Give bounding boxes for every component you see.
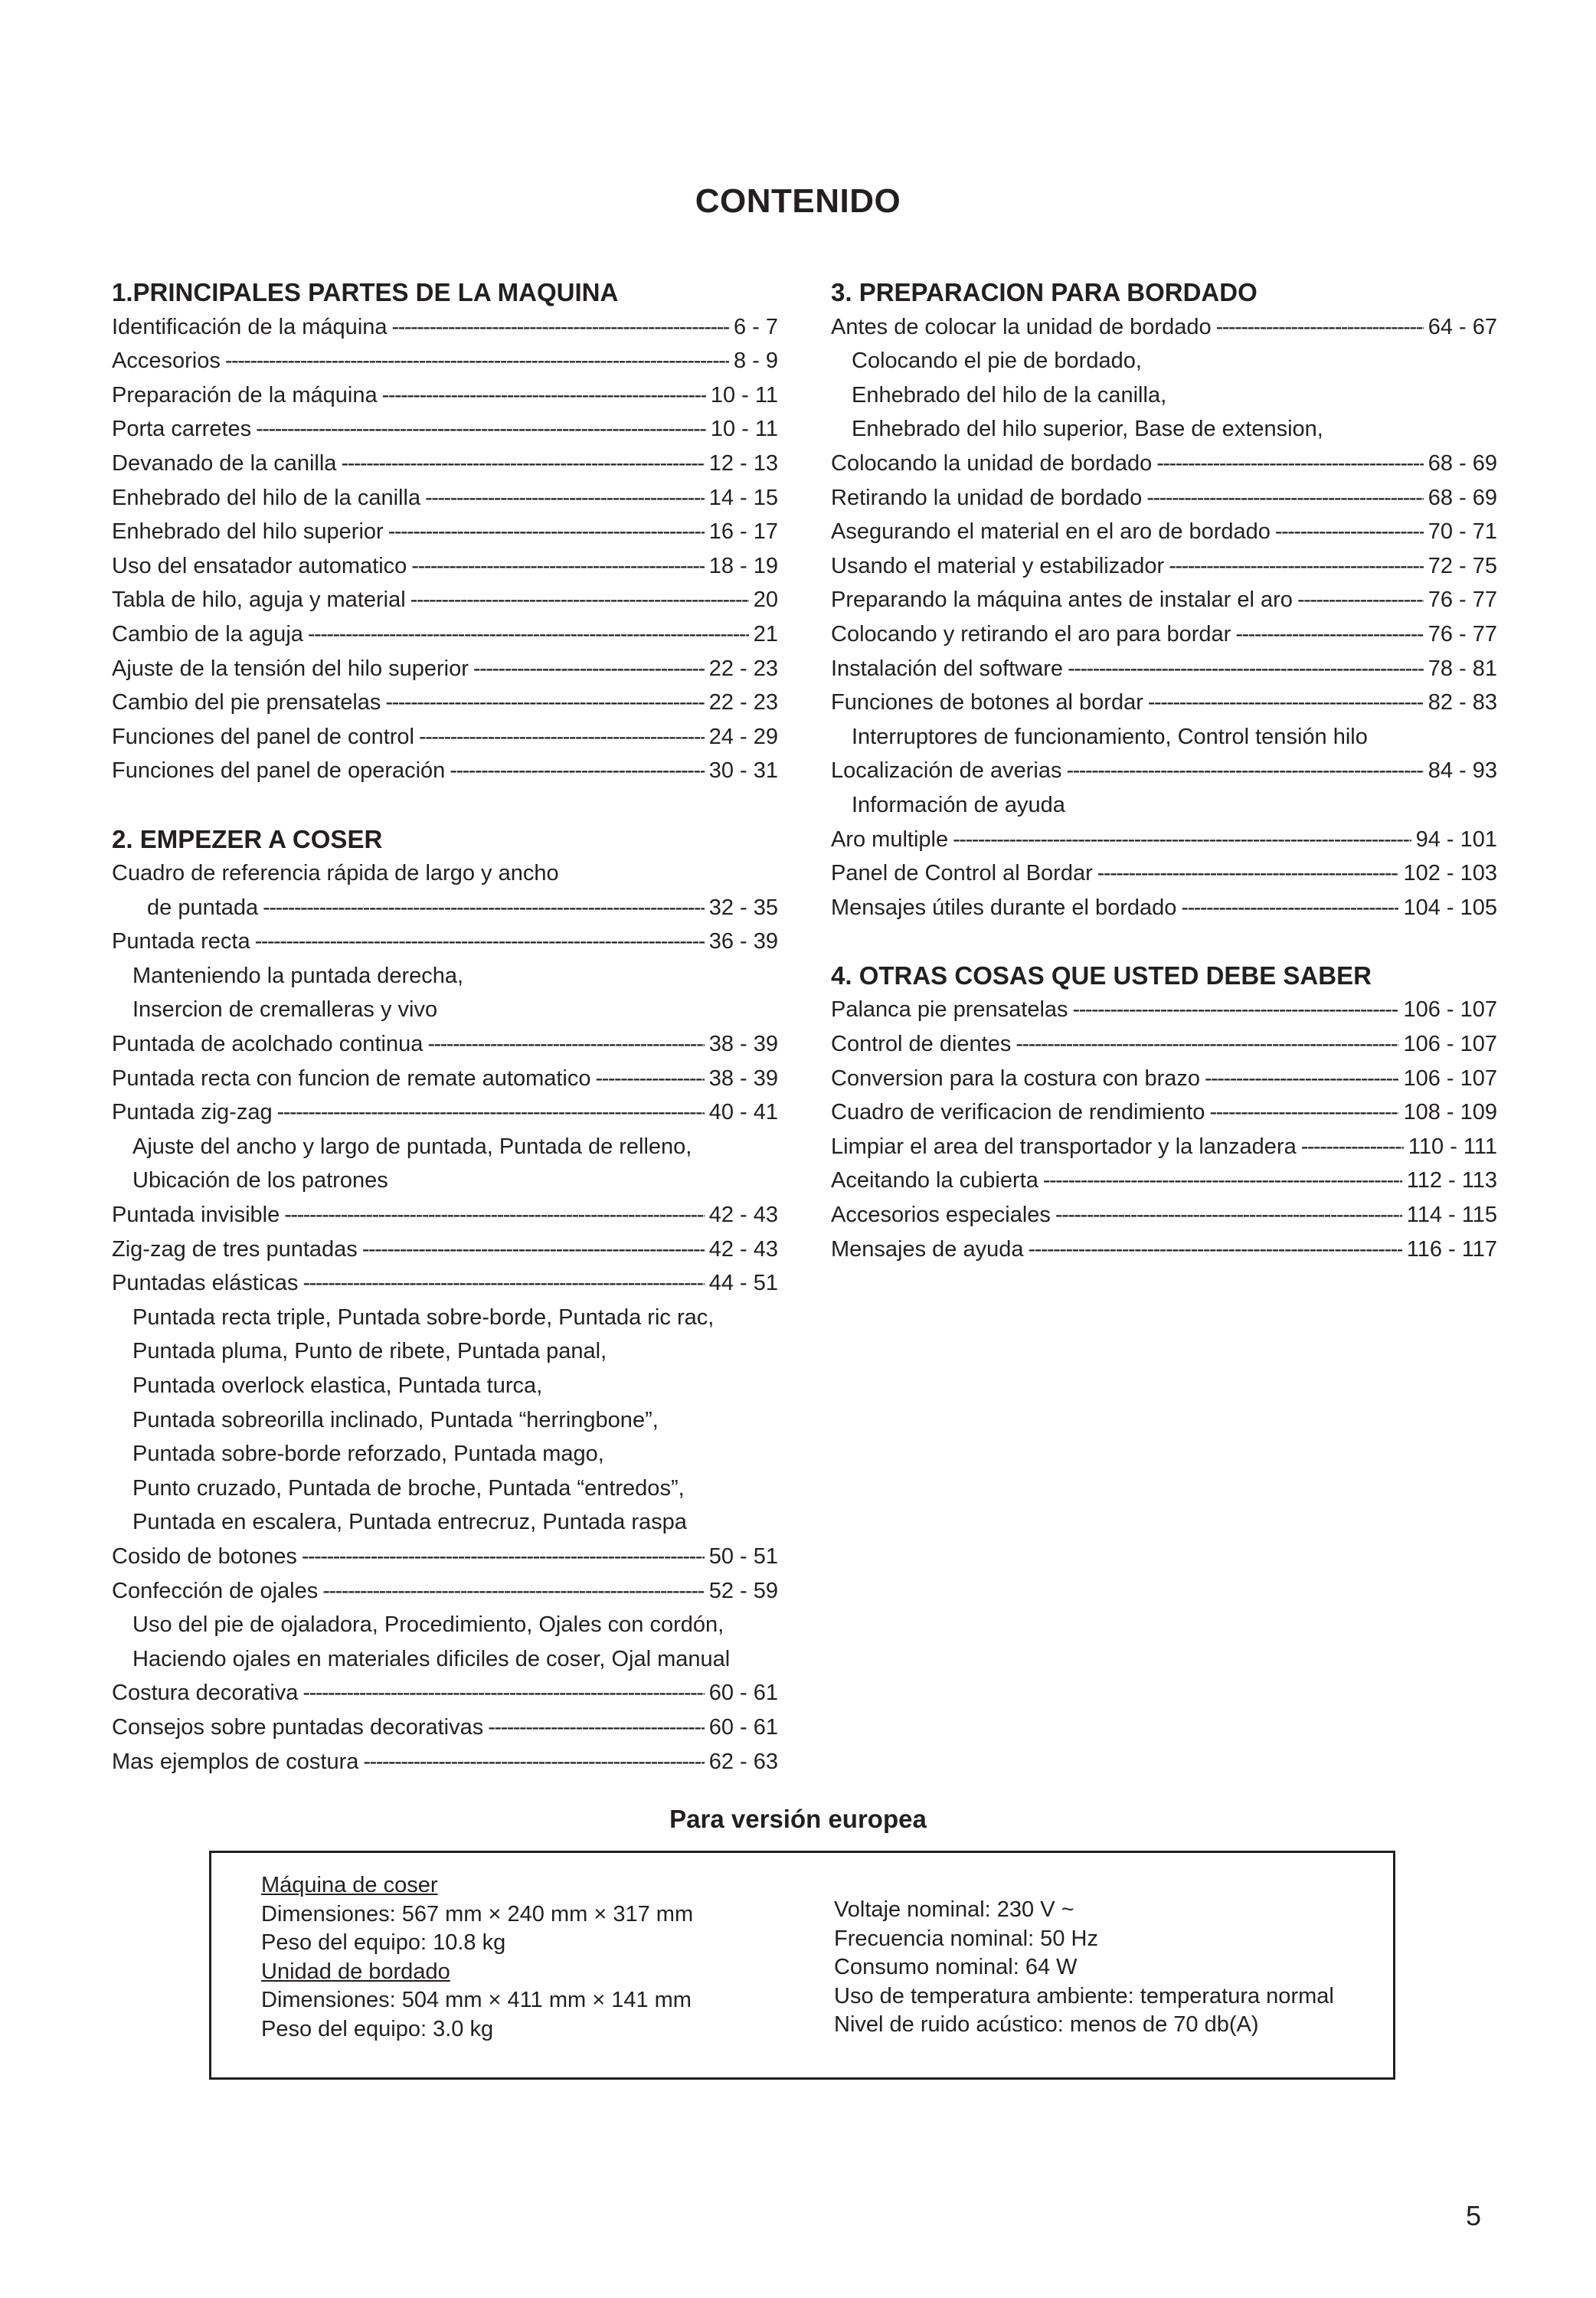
toc-subentry: Ubicación de los patrones [132, 1168, 388, 1193]
toc-entry-label: Antes de colocar la unidad de bordado [831, 314, 1212, 339]
toc-entry[interactable] [112, 1232, 778, 1267]
toc-entry[interactable] [112, 447, 778, 481]
unit-weight: Peso del equipo: 3.0 kg [261, 2016, 494, 2041]
toc-entry-label: Cuadro de verificacion de rendimiento [831, 1100, 1205, 1125]
toc-entry-pages: 32 - 35 [708, 895, 778, 920]
toc-entry[interactable] [112, 720, 778, 755]
toc-entry-pages: 60 - 61 [708, 1714, 778, 1740]
toc-entry-pages: 68 - 69 [1428, 485, 1497, 510]
toc-entry-label: Puntada invisible [112, 1203, 280, 1228]
electrical-block [834, 1896, 1334, 2040]
toc-subentry: Información de ayuda [852, 792, 1065, 817]
toc-entry[interactable] [831, 686, 1497, 720]
toc-entry-label: Devanado de la canilla [112, 450, 337, 476]
dot-leader [392, 310, 729, 345]
page-title: CONTENIDO [695, 182, 901, 220]
toc-entry[interactable] [112, 310, 778, 345]
toc-entry-pages: 8 - 9 [733, 349, 778, 374]
toc-entry[interactable] [831, 1198, 1497, 1232]
toc-entry[interactable] [112, 617, 778, 652]
toc-entry[interactable] [831, 891, 1497, 925]
dot-leader [308, 617, 749, 652]
dot-leader [1015, 1027, 1398, 1062]
toc-entry-pages: 106 - 107 [1403, 997, 1497, 1023]
toc-subentry: Interruptores de funcionamiento, Control tensión hilo [852, 724, 1368, 749]
toc-entry[interactable] [112, 583, 778, 617]
toc-entry-label: Colocando la unidad de bordado [831, 450, 1153, 476]
noise-level: Nivel de ruido acústico: menos de 70 db(A) [834, 2012, 1259, 2037]
machine-dimensions: Dimensiones: 567 mm × 240 mm × 317 mm [261, 1901, 694, 1926]
toc-entry-pages: 106 - 107 [1403, 1032, 1497, 1057]
dot-leader [284, 1198, 704, 1232]
toc-entry[interactable] [831, 823, 1497, 857]
toc-entry[interactable] [112, 1062, 778, 1096]
toc-entry[interactable] [831, 1164, 1497, 1198]
toc-subentry: Puntada en escalera, Puntada entrecruz, Puntada raspa [132, 1510, 687, 1535]
toc-entry-label: Retirando la unidad de bordado [831, 485, 1143, 510]
dot-leader [1097, 856, 1399, 891]
toc-entry-pages: 84 - 93 [1428, 758, 1497, 784]
toc-entry-pages: 72 - 75 [1428, 553, 1497, 578]
dot-leader [425, 481, 705, 516]
toc-entry-label: Puntada recta [112, 929, 250, 954]
toc-subentry: Puntada sobreorilla inclinado, Puntada “herringbone”, [132, 1407, 659, 1432]
toc-entry[interactable] [831, 310, 1497, 345]
toc-entry[interactable] [112, 1540, 778, 1574]
toc-entry[interactable] [112, 549, 778, 584]
toc-entry[interactable] [112, 481, 778, 516]
toc-entry-label: Uso del ensatador automatico [112, 553, 407, 578]
toc-entry-pages: 42 - 43 [708, 1203, 778, 1228]
toc-entry-label: Confección de ojales [112, 1578, 319, 1603]
dot-leader [1156, 447, 1423, 481]
toc-entry-pages: 64 - 67 [1428, 314, 1497, 339]
dot-leader [596, 1062, 705, 1096]
toc-subentry: Colocando el pie de bordado, [852, 349, 1142, 374]
toc-entry-pages: 106 - 107 [1403, 1066, 1497, 1091]
toc-entry-pages: 78 - 81 [1428, 656, 1497, 681]
dot-leader [1148, 686, 1424, 720]
rated-voltage: Voltaje nominal: 230 V ~ [834, 1897, 1074, 1922]
toc-entry-label: Control de dientes [831, 1032, 1012, 1057]
toc-entry[interactable] [112, 1574, 778, 1609]
toc-entry-pages: 62 - 63 [708, 1749, 778, 1774]
toc-entry-pages: 10 - 11 [710, 382, 778, 408]
toc-entry-label: Costura decorativa [112, 1681, 299, 1706]
dimensions-block [261, 1871, 693, 2044]
toc-entry-label: de puntada [147, 895, 259, 920]
dot-leader [225, 344, 729, 378]
toc-entry-pages: 104 - 105 [1403, 895, 1497, 920]
toc-entry[interactable] [831, 1062, 1497, 1096]
toc-entry-pages: 50 - 51 [708, 1543, 778, 1569]
dot-leader [1205, 1062, 1398, 1096]
toc-entry[interactable] [112, 1745, 778, 1779]
rated-frequency: Frecuencia nominal: 50 Hz [834, 1926, 1098, 1951]
toc-entry-label: Cambio de la aguja [112, 621, 303, 647]
toc-entry[interactable] [112, 412, 778, 447]
toc-entry-pages: 22 - 23 [708, 690, 778, 715]
toc-entry-label: Cambio del pie prensatelas [112, 690, 381, 715]
toc-entry-label: Ajuste de la tensión del hilo superior [112, 656, 469, 681]
dot-leader [1066, 754, 1423, 788]
toc-entry-label: Enhebrado del hilo superior [112, 519, 384, 545]
section-heading: 3. PREPARACION PARA BORDADO [831, 278, 1258, 306]
toc-entry-pages: 18 - 19 [708, 553, 778, 578]
toc-entry-label: Preparando la máquina antes de instalar el aro [831, 588, 1293, 613]
dot-leader [362, 1232, 705, 1267]
dot-leader [450, 754, 704, 788]
toc-entry-pages: 40 - 41 [708, 1100, 778, 1125]
toc-entry-label: Zig-zag de tres puntadas [112, 1236, 358, 1262]
toc-entry-label: Funciones del panel de control [112, 724, 414, 749]
dot-leader [1068, 652, 1424, 686]
section-heading: 1.PRINCIPALES PARTES DE LA MAQUINA [112, 278, 619, 306]
rated-consumption: Consumo nominal: 64 W [834, 1955, 1078, 1979]
toc-subentry: Puntada recta triple, Puntada sobre-borde, Puntada ric rac, [132, 1304, 715, 1330]
toc-entry-label: Enhebrado del hilo de la canilla [112, 485, 421, 510]
toc-entry-pages: 12 - 13 [708, 450, 778, 476]
toc-entry-pages: 102 - 103 [1403, 861, 1497, 886]
dot-leader [303, 1676, 704, 1710]
dot-leader [1275, 515, 1424, 549]
page-number: 5 [1466, 2200, 1482, 2231]
toc-entry-pages: 68 - 69 [1428, 450, 1497, 476]
toc-entry-pages: 94 - 101 [1415, 827, 1497, 852]
toc-entry-label: Usando el material y estabilizador [831, 553, 1165, 578]
toc-entry[interactable] [112, 1027, 778, 1062]
toc-entry-label: Puntada zig-zag [112, 1100, 273, 1125]
toc-entry-list [112, 310, 778, 788]
toc-subentry: Punto cruzado, Puntada de broche, Puntada “entredos”, [132, 1475, 685, 1501]
toc-entry-label: Aceitando la cubierta [831, 1168, 1038, 1193]
dot-leader [1301, 1130, 1404, 1164]
section-heading: 4. OTRAS COSAS QUE USTED DEBE SABER [831, 961, 1372, 990]
toc-entry-label: Instalación del software [831, 656, 1064, 681]
toc-entry[interactable] [831, 1232, 1497, 1267]
toc-entry-label: Asegurando el material en el aro de bordado [831, 519, 1271, 545]
toc-entry-pages: 60 - 61 [708, 1681, 778, 1706]
toc-entry-label: Conversion para la costura con brazo [831, 1066, 1200, 1091]
toc-entry-pages: 116 - 117 [1406, 1236, 1497, 1262]
toc-entry-label: Cuadro de referencia rápida de largo y ancho [112, 861, 559, 886]
dot-leader [277, 1095, 705, 1130]
toc-entry-label: Aro multiple [831, 827, 949, 852]
toc-entry[interactable] [831, 515, 1497, 549]
toc-entry[interactable] [831, 652, 1497, 686]
toc-entry-pages: 110 - 111 [1408, 1134, 1497, 1159]
toc-entry[interactable] [831, 583, 1497, 617]
toc-entry-label: Accesorios especiales [831, 1203, 1051, 1228]
toc-entry[interactable] [831, 1095, 1497, 1130]
toc-entry-label: Colocando y retirando el aro para bordar [831, 621, 1231, 647]
machine-heading: Máquina de coser [261, 1873, 438, 1897]
toc-subentry: Insercion de cremalleras y vivo [132, 997, 438, 1023]
toc-entry-list [831, 993, 1497, 1266]
toc-entry-pages: 14 - 15 [708, 485, 778, 510]
toc-entry[interactable] [112, 891, 778, 925]
toc-entry[interactable] [831, 754, 1497, 788]
toc-subentry: Manteniendo la puntada derecha, [132, 963, 464, 988]
dot-leader [427, 1027, 704, 1062]
dot-leader [263, 891, 705, 925]
toc-entry[interactable] [112, 1095, 778, 1130]
toc-entry-pages: 52 - 59 [708, 1578, 778, 1603]
toc-entry[interactable] [112, 1710, 778, 1745]
dot-leader [255, 925, 705, 959]
toc-subentry: Ajuste del ancho y largo de puntada, Puntada de relleno, [132, 1134, 692, 1159]
dot-leader [302, 1540, 705, 1574]
toc-entry-pages: 44 - 51 [708, 1271, 778, 1296]
dot-leader [303, 1266, 704, 1301]
toc-entry[interactable] [112, 515, 778, 549]
toc-entry-pages: 24 - 29 [708, 724, 778, 749]
toc-entry[interactable] [112, 1676, 778, 1710]
toc-entry-pages: 76 - 77 [1428, 588, 1497, 613]
toc-entry[interactable] [831, 1027, 1497, 1062]
toc-entry[interactable] [112, 1266, 778, 1301]
toc-entry-label: Localización de averias [831, 758, 1062, 784]
toc-subentry: Uso del pie de ojaladora, Procedimiento, Ojales con cordón, [132, 1612, 724, 1638]
dot-leader [1029, 1232, 1402, 1267]
toc-entry-pages: 70 - 71 [1428, 519, 1497, 545]
toc-entry[interactable] [831, 856, 1497, 891]
toc-entry[interactable] [112, 754, 778, 788]
toc-subentry: Puntada pluma, Punto de ribete, Puntada panal, [132, 1339, 607, 1364]
european-version-title: Para versión europea [669, 1805, 927, 1833]
toc-entry-pages: 21 [753, 621, 778, 647]
dot-leader [1043, 1164, 1402, 1198]
dot-leader [473, 652, 705, 686]
toc-entry-label: Preparación de la máquina [112, 382, 378, 408]
toc-entry[interactable] [112, 378, 778, 413]
dot-leader [341, 447, 704, 481]
toc-subentry: Puntada sobre-borde reforzado, Puntada mago, [132, 1442, 604, 1467]
dot-leader [1297, 583, 1424, 617]
dot-leader [256, 412, 706, 447]
dot-leader [1216, 310, 1424, 345]
dot-leader [1073, 993, 1399, 1027]
toc-entry-pages: 20 [753, 588, 778, 613]
toc-entry-pages: 30 - 31 [708, 758, 778, 784]
toc-entry-pages: 38 - 39 [708, 1066, 778, 1091]
toc-entry[interactable] [831, 447, 1497, 481]
toc-entry-pages: 108 - 109 [1403, 1100, 1497, 1125]
dot-leader [1209, 1095, 1398, 1130]
toc-entry[interactable] [112, 344, 778, 378]
toc-entry-label: Puntada de acolchado continua [112, 1032, 424, 1057]
toc-entry[interactable] [112, 686, 778, 720]
toc-entry[interactable] [112, 925, 778, 959]
dot-leader [388, 515, 705, 549]
dot-leader [1169, 549, 1423, 584]
toc-entry[interactable] [112, 652, 778, 686]
dot-leader [382, 378, 706, 413]
toc-entry-label: Mensajes de ayuda [831, 1236, 1024, 1262]
dot-leader [419, 720, 705, 755]
toc-subentry: Puntada overlock elastica, Puntada turca, [132, 1373, 543, 1398]
unit-dimensions: Dimensiones: 504 mm × 411 mm × 141 mm [261, 1988, 692, 2012]
toc-entry-pages: 42 - 43 [708, 1236, 778, 1262]
toc-entry-label: Palanca pie prensatelas [831, 997, 1068, 1023]
toc-entry-pages: 36 - 39 [708, 929, 778, 954]
toc-entry[interactable] [831, 617, 1497, 652]
toc-left-column [112, 276, 778, 1779]
ambient-temperature: Uso de temperatura ambiente: temperatura normal [834, 1983, 1334, 2008]
toc-entry-pages: 38 - 39 [708, 1032, 778, 1057]
dot-leader [1055, 1198, 1402, 1232]
toc-entry-pages: 6 - 7 [733, 314, 778, 339]
specifications-box [209, 1851, 1395, 2080]
toc-right-column [831, 276, 1497, 1266]
toc-entry-label: Funciones de botones al bordar [831, 690, 1143, 715]
dot-leader [1235, 617, 1423, 652]
toc-subentry: Enhebrado del hilo superior, Base de extension, [852, 417, 1323, 442]
toc-entry-label: Mas ejemplos de costura [112, 1749, 359, 1774]
toc-entry-pages: 112 - 113 [1406, 1168, 1497, 1193]
toc-entry-label: Mensajes útiles durante el bordado [831, 895, 1177, 920]
unit-heading: Unidad de bordado [261, 1959, 450, 1984]
toc-entry-pages: 82 - 83 [1428, 690, 1497, 715]
toc-entry-label: Consejos sobre puntadas decorativas [112, 1714, 484, 1740]
toc-entry[interactable] [112, 1198, 778, 1232]
dot-leader [488, 1710, 704, 1745]
toc-entry-label: Tabla de hilo, aguja y material [112, 588, 406, 613]
toc-entry-pages: 114 - 115 [1406, 1203, 1497, 1228]
toc-entry-label: Limpiar el area del transportador y la lanzadera [831, 1134, 1297, 1159]
toc-entry[interactable] [831, 1130, 1497, 1164]
toc-entry-label: Puntada recta con funcion de remate automatico [112, 1066, 591, 1091]
toc-entry-label: Puntadas elásticas [112, 1271, 299, 1296]
toc-entry-label: Accesorios [112, 349, 221, 374]
dot-leader [322, 1574, 704, 1609]
toc-entry-pages: 22 - 23 [708, 656, 778, 681]
section-heading: 2. EMPEZER A COSER [112, 824, 383, 853]
dot-leader [411, 549, 704, 584]
dot-leader [1181, 891, 1398, 925]
toc-entry-pages: 16 - 17 [708, 519, 778, 545]
toc-entry-label: Cosido de botones [112, 1543, 297, 1569]
toc-entry-label: Identificación de la máquina [112, 314, 388, 339]
dot-leader [385, 686, 704, 720]
toc-entry-label: Funciones del panel de operación [112, 758, 446, 784]
dot-leader [363, 1745, 704, 1779]
dot-leader [1146, 481, 1423, 516]
toc-entry[interactable] [831, 549, 1497, 584]
dot-leader [953, 823, 1411, 857]
toc-entry-label: Panel de Control al Bordar [831, 861, 1093, 886]
dot-leader [410, 583, 749, 617]
toc-subentry: Enhebrado del hilo de la canilla, [852, 382, 1167, 408]
toc-entry-pages: 10 - 11 [710, 417, 778, 442]
toc-entry-label: Porta carretes [112, 417, 252, 442]
toc-entry[interactable] [831, 993, 1497, 1027]
toc-entry[interactable] [831, 481, 1497, 516]
toc-subentry: Haciendo ojales en materiales dificiles de coser, Ojal manual [132, 1646, 731, 1671]
toc-entry-pages: 76 - 77 [1428, 621, 1497, 647]
machine-weight: Peso del equipo: 10.8 kg [261, 1930, 506, 1955]
